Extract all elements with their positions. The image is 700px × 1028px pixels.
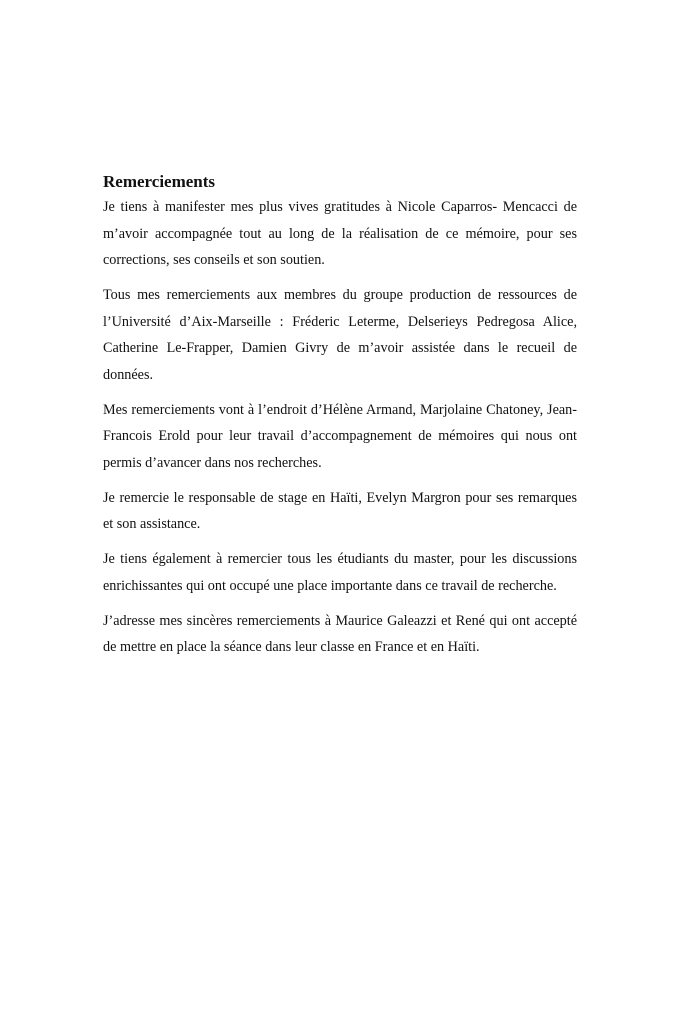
page-title: Remerciements [103,172,216,191]
paragraph-4: Je remercie le responsable de stage en Haïti, Evelyn Margron pour ses remarques et son assistance. [103,489,577,532]
acknowledgements-section [103,172,577,669]
paragraph-1: Je tiens à manifester mes plus vives gratitudes à Nicole Caparros- Mencacci de m’avoir accompagnée tout au long de la réalisation de ce mémoire, pour ses corrections, ses conseils et son soutien. [103,199,577,268]
paragraph-6: J’adresse mes sincères remerciements à Maurice Galeazzi et René qui ont accepté de mettre en place la séance dans leur classe en France et en Haïti. [103,612,577,655]
paragraph-3: Mes remerciements vont à l’endroit d’Hélène Armand, Marjolaine Chatoney, Jean-Francois Erold pour leur travail d’accompagnement de mémoires qui nous ont permis d’avancer dans nos recherches. [103,401,577,471]
paragraph-5: Je tiens également à remercier tous les étudiants du master, pour les discussions enrichissantes qui ont occupé une place importante dans ce travail de recherche. [103,551,577,594]
paragraph-2: Tous mes remerciements aux membres du groupe production de ressources de l’Université d’Aix-Marseille : Fréderic Leterme, Delserieys Pedregosa Alice, Catherine Le-Frapper, Damien Givry de m’avoir assistée dans le recueil de données. [103,287,577,383]
